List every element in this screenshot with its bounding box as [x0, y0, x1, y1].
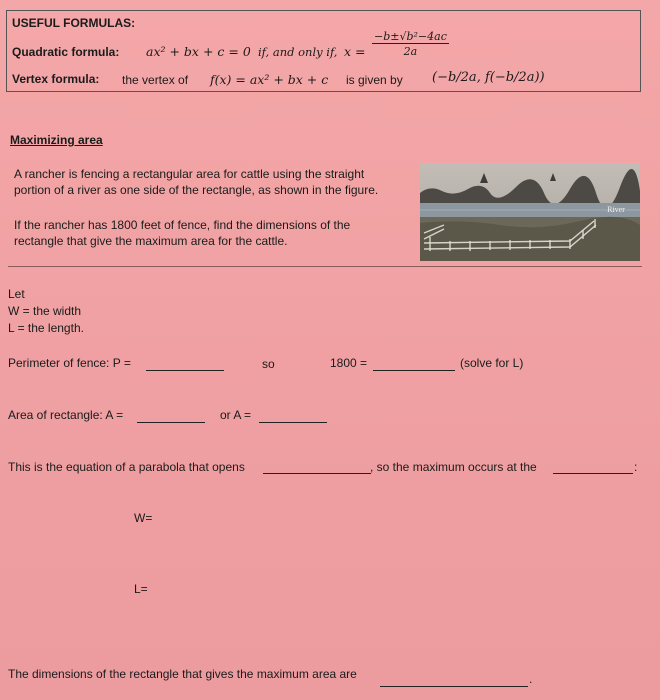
- problem-title: Maximizing area: [10, 133, 103, 147]
- quadratic-condition: if, and only if,: [258, 45, 338, 59]
- vertex-function: f(x) = ax² + bx + c: [210, 72, 329, 87]
- let-label: Let: [8, 287, 25, 301]
- problem-paragraph-2-line-1: If the rancher has 1800 feet of fence, find the dimensions of the: [14, 218, 351, 232]
- area-blank-1[interactable]: [137, 410, 205, 423]
- formulas-header: USEFUL FORMULAS:: [12, 16, 136, 30]
- parabola-text: This is the equation of a parabola that opens: [8, 460, 245, 474]
- parabola-opens-blank[interactable]: [263, 461, 371, 474]
- problem-paragraph-1: [14, 167, 414, 197]
- width-definition: W = the width: [8, 304, 82, 318]
- or-a-label: or A =: [220, 408, 252, 422]
- area-label: Area of rectangle: A =: [8, 408, 124, 422]
- separator-line: [8, 266, 642, 267]
- dimensions-blank[interactable]: [380, 674, 528, 687]
- maximum-occurs-blank[interactable]: [553, 461, 633, 474]
- perimeter-label: Perimeter of fence: P =: [8, 356, 131, 370]
- quadratic-formula-label: Quadratic formula:: [12, 45, 120, 59]
- quadratic-fraction: [372, 31, 449, 57]
- river-label: River: [607, 205, 625, 214]
- problem-paragraph-1-line-1: A rancher is fencing a rectangular area for cattle using the straight: [14, 167, 365, 181]
- problem-paragraph-2: [14, 218, 414, 248]
- vertex-formula-label: Vertex formula:: [12, 72, 100, 86]
- l-equals: L=: [134, 582, 148, 596]
- area-blank-2[interactable]: [259, 410, 327, 423]
- w-equals: W=: [134, 511, 153, 525]
- colon: :: [634, 460, 638, 474]
- river-figure-image: [420, 163, 640, 261]
- river-figure: [420, 163, 640, 261]
- quadratic-x: x =: [344, 44, 366, 59]
- problem-paragraph-2-line-2: rectangle that give the maximum area for the cattle.: [14, 234, 288, 248]
- period: .: [529, 672, 533, 686]
- vertex-text-1: the vertex of: [122, 73, 189, 87]
- dimensions-text: The dimensions of the rectangle that gives the maximum area are: [8, 667, 357, 681]
- perimeter-1800-label: 1800 =: [330, 356, 368, 370]
- perimeter-blank[interactable]: [146, 358, 224, 371]
- problem-paragraph-1-line-2: portion of a river as one side of the rectangle, as shown in the figure.: [14, 183, 379, 197]
- length-definition: L = the length.: [8, 321, 84, 335]
- solve-for-l-label: (solve for L): [460, 356, 524, 370]
- so-label: so: [262, 357, 275, 371]
- quadratic-equation: ax² + bx + c = 0: [146, 44, 251, 59]
- quadratic-denominator: 2a: [403, 45, 418, 58]
- solve-for-l-blank[interactable]: [373, 358, 455, 371]
- maximum-text: , so the maximum occurs at the: [370, 460, 537, 474]
- vertex-text-2: is given by: [346, 73, 403, 87]
- quadratic-numerator: −b±√b²−4ac: [374, 30, 447, 43]
- vertex-formula: (−b/2a, f(−b/2a)): [432, 70, 545, 85]
